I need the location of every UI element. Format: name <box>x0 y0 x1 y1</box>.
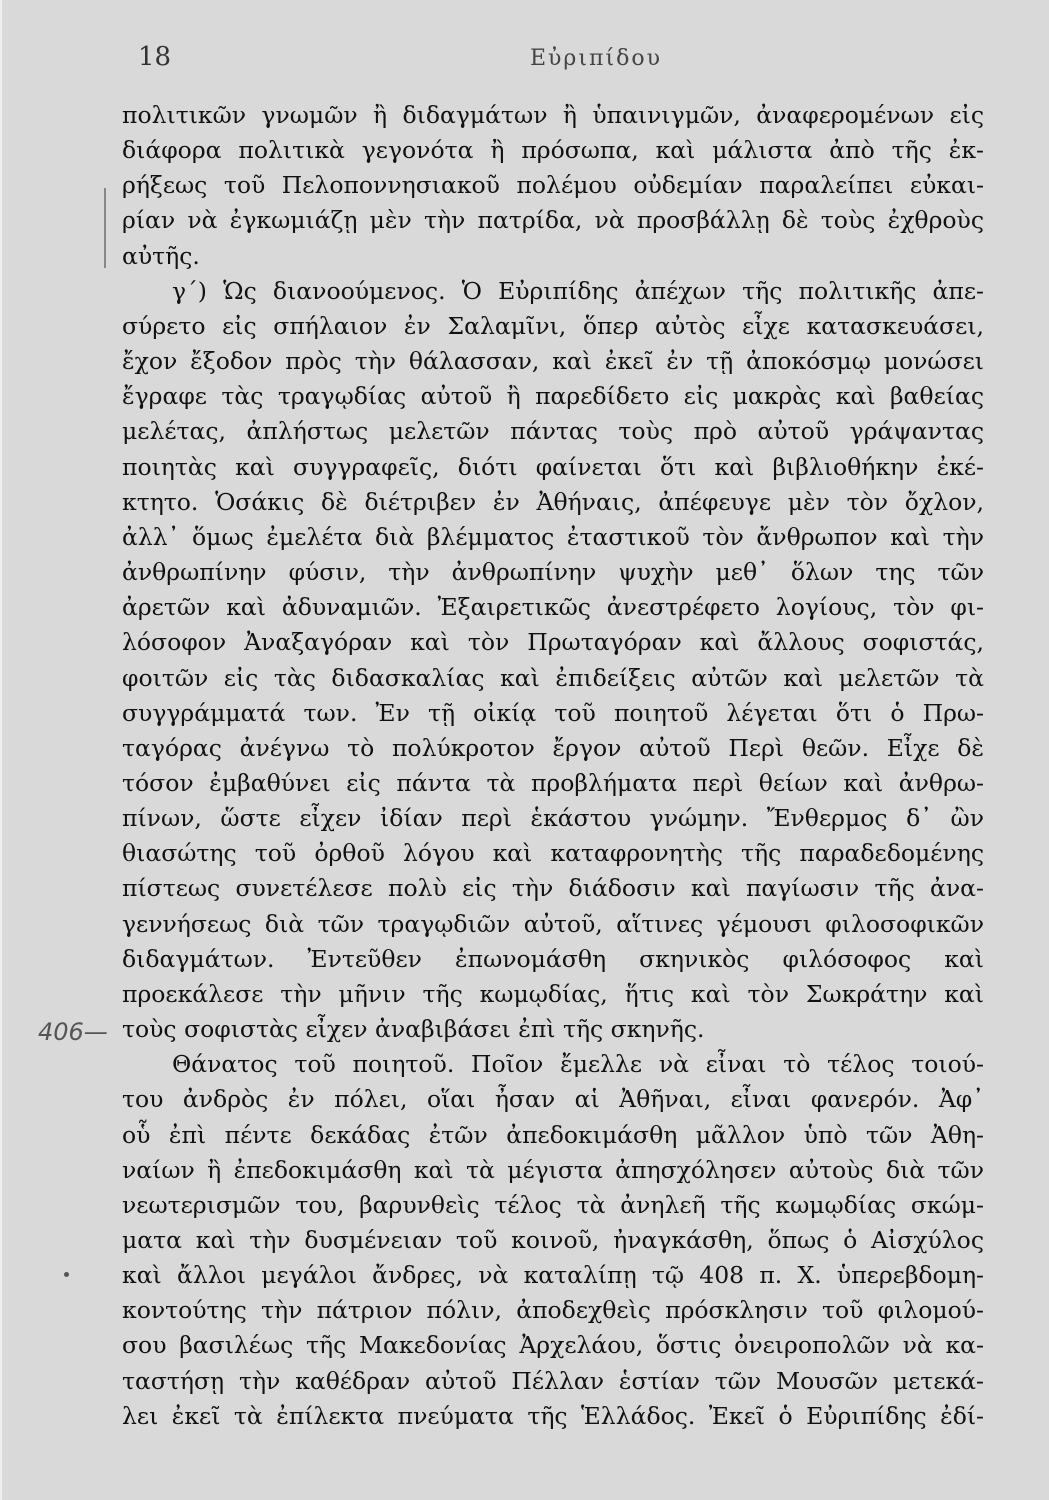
text-line: θιασώτης τοῦ ὀρθοῦ λόγου καὶ καταφρονητὴς τῆς παραδεδομένης <box>122 839 984 868</box>
page-number: 18 <box>138 42 172 72</box>
text-line: του ἀνδρὸς ἐν πόλει, οἵαι ἦσαν αἱ Ἀθῆναι, εἶναι φανερόν. Ἀφ᾽ <box>122 1085 984 1114</box>
text-line: ἔγραφε τὰς τραγῳδίας αὐτοῦ ἢ παρεδίδετο εἰς μακρὰς καὶ βαθείας <box>122 382 984 411</box>
text-line: νεωτερισμῶν του, βαρυνθεὶς τέλος τὰ ἀνηλεῆ τῆς κωμῳδίας σκώμ- <box>122 1190 984 1219</box>
text-line: ἀνθρωπίνην φύσιν, τὴν ἀνθρωπίνην ψυχὴν μεθ᾽ ὅλων της τῶν <box>122 558 984 587</box>
handwritten-margin-note: 406— <box>38 1018 108 1046</box>
text-line: ποιητὰς καὶ συγγραφεῖς, διότι φαίνεται ὅτι καὶ βιβλιοθήκην ἐκέ- <box>122 452 984 481</box>
text-line: γ΄) Ὡς διανοούμενος. Ὁ Εὐριπίδης ἀπέχων τῆς πολιτικῆς ἀπε- <box>172 276 984 305</box>
text-line: σύρετο εἰς σπήλαιον ἐν Σαλαμῖνι, ὅπερ αὐτὸς εἶχε κατασκευάσει, <box>122 311 984 340</box>
text-line: λει ἐκεῖ τὰ ἐπίλεκτα πνεύματα τῆς Ἑλλάδος. Ἐκεῖ ὁ Εὐριπίδης ἐδί- <box>122 1401 984 1430</box>
text-line: ἀρετῶν καὶ ἀδυναμιῶν. Ἐξαιρετικῶς ἀνεστρέφετο λογίους, τὸν φι- <box>122 593 984 622</box>
text-line: διδαγμάτων. Ἐντεῦθεν ἐπωνομάσθη σκηνικὸς φιλόσοφος καὶ <box>122 944 984 973</box>
body-text <box>122 98 984 1434</box>
text-line: ταστήσῃ τὴν καθέδραν αὐτοῦ Πέλλαν ἑστίαν τῶν Μουσῶν μετεκά- <box>122 1366 984 1395</box>
text-line: πίστεως συνετέλεσε πολὺ εἰς τὴν διάδοσιν καὶ παγίωσιν τῆς ἀνα- <box>122 874 984 903</box>
running-head: Εὐριπίδου <box>530 46 662 71</box>
text-line: κοντούτης τὴν πάτριον πόλιν, ἀποδεχθεὶς πρόσκλησιν τοῦ φιλομού- <box>122 1296 984 1325</box>
text-line: ματα καὶ τὴν δυσμένειαν τοῦ κοινοῦ, ἠναγκάσθη, ὅπως ὁ Αἰσχύλος <box>122 1226 984 1254</box>
text-line: τοὺς σοφιστὰς εἶχεν ἀναβιβάσει ἐπὶ τῆς σκηνῆς. <box>122 1015 705 1044</box>
text-line: πίνων, ὥστε εἶχεν ἰδίαν περὶ ἑκάστου γνώμην. Ἔνθερμος δ᾽ ὢν <box>122 804 984 833</box>
section-heading-line: Θάνατος τοῦ ποιητοῦ. Ποῖον ἔμελλε νὰ εἶναι τὸ τέλος τοιού- <box>172 1050 984 1079</box>
text-line: ναίων ἢ ἐπεδοκιμάσθη καὶ τὰ μέγιστα ἀπησχόλησεν αὐτοὺς διὰ τῶν <box>122 1155 984 1184</box>
text-line: συγγράμματά των. Ἐν τῇ οἰκίᾳ τοῦ ποιητοῦ λέγεται ὅτι ὁ Πρω- <box>122 698 984 727</box>
text-line: φοιτῶν εἰς τὰς διδασκαλίας καὶ ἐπιδείξεις αὐτῶν καὶ μελετῶν τὰ <box>122 663 984 692</box>
text-line: κτητο. Ὁσάκις δὲ διέτριβεν ἐν Ἀθήναις, ἀπέφευγε μὲν τὸν ὄχλον, <box>122 487 984 516</box>
text-line: λόσοφον Ἀναξαγόραν καὶ τὸν Πρωταγόραν καὶ ἄλλους σοφιστάς, <box>122 628 984 657</box>
text-line: ταγόρας ἀνέγνω τὸ πολύκροτον ἔργον αὐτοῦ Περὶ θεῶν. Εἶχε δὲ <box>122 733 984 762</box>
text-line: ρίαν νὰ ἐγκωμιάζῃ μὲν τὴν πατρίδα, νὰ προσβάλλῃ δὲ τοὺς ἐχθροὺς <box>122 206 984 235</box>
text-line: ἔχον ἔξοδον πρὸς τὴν θάλασσαν, καὶ ἐκεῖ ἐν τῇ ἀποκόσμῳ μονώσει <box>122 347 984 376</box>
text-line: καὶ ἄλλοι μεγάλοι ἄνδρες, νὰ καταλίπῃ τῷ 408 π. Χ. ὑπερεβδομη- <box>122 1261 984 1290</box>
text-line: τόσον ἐμβαθύνει εἰς πάντα τὰ προβλήματα περὶ θείων καὶ ἀνθρω- <box>122 768 984 797</box>
text-line: ρήξεως τοῦ Πελοποννησιακοῦ πολέμου οὐδεμίαν παραλείπει εὐκαι- <box>122 171 984 200</box>
text-line: πολιτικῶν γνωμῶν ἢ διδαγμάτων ἢ ὑπαινιγμῶν, ἀναφερομένων εἰς <box>122 101 984 129</box>
text-line: οὗ ἐπὶ πέντε δεκάδας ἐτῶν ἀπεδοκιμάσθη μᾶλλον ὑπὸ τῶν Ἀθη- <box>122 1120 984 1149</box>
margin-mark <box>104 188 106 268</box>
text-line: προεκάλεσε τὴν μῆνιν τῆς κωμῳδίας, ἥτις καὶ τὸν Σωκράτην καὶ <box>122 979 984 1008</box>
text-line: γεννήσεως διὰ τῶν τραγῳδιῶν αὐτοῦ, αἵτινες γέμουσι φιλοσοφικῶν <box>122 909 984 938</box>
text-line: σου βασιλέως τῆς Μακεδονίας Ἀρχελάου, ὅστις ὀνειροπολῶν νὰ κα- <box>122 1331 984 1360</box>
margin-dot <box>64 1272 69 1277</box>
text-line: μελέτας, ἀπλήστως μελετῶν πάντας τοὺς πρὸ αὐτοῦ γράψαντας <box>122 417 984 446</box>
text-line: αὐτῆς. <box>122 241 200 270</box>
text-line: διάφορα πολιτικὰ γεγονότα ἢ πρόσωπα, καὶ μάλιστα ἀπὸ τῆς ἐκ- <box>122 136 984 165</box>
text-line: ἀλλ᾽ ὅμως ἐμελέτα διὰ βλέμματος ἐταστικοῦ τὸν ἄνθρωπον καὶ τὴν <box>122 522 984 551</box>
page-header <box>138 42 998 82</box>
